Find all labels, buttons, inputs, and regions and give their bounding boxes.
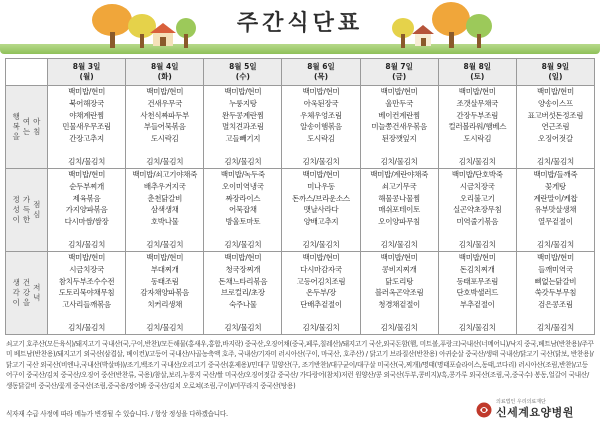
dish-item	[361, 311, 438, 322]
dish-item: 백미밥/현미	[224, 253, 262, 263]
dish-item: 제육볶음	[72, 193, 101, 203]
dish-list	[282, 252, 359, 334]
dish-list	[517, 169, 594, 251]
dish-item: 김치/물김치	[302, 323, 340, 333]
dish-item: 김치/물김치	[224, 240, 262, 250]
dish-item: 김치/물김치	[536, 323, 574, 333]
meal-cell	[516, 86, 594, 169]
dish-item: 백미밥/현미	[458, 87, 496, 97]
dish-item: 백미밥/현미	[224, 87, 262, 97]
dish-item	[439, 311, 516, 322]
dish-item: 백미밥/현미	[146, 253, 184, 263]
dish-item: 백미밥/현미	[380, 87, 418, 97]
dish-list	[361, 252, 438, 334]
day-header	[360, 59, 438, 86]
dish-item: 단호박샐러드	[456, 288, 499, 298]
dish-item: 호박나물	[150, 216, 179, 226]
day-date: 8월 9일	[541, 62, 570, 71]
meal-cell	[360, 86, 438, 169]
dish-list	[517, 252, 594, 334]
meal-cell	[48, 252, 126, 335]
dish-item: 브로컬리/초장	[220, 288, 265, 298]
meal-cell	[126, 252, 204, 335]
dish-item	[282, 145, 359, 156]
dish-item: 청국장찌개	[225, 264, 261, 274]
dish-item: 춘천닭갈비	[147, 193, 183, 203]
dish-item: 김치/물김치	[68, 157, 106, 167]
dish-item	[48, 311, 125, 322]
dish-item: 돈까스/브라운소스	[292, 193, 350, 203]
dish-item: 북어해장국	[69, 98, 104, 108]
meal-label-char: 각	[12, 288, 20, 297]
dish-item	[282, 228, 359, 239]
dish-item: 미나우동	[307, 181, 335, 191]
dish-item: 김치/물김치	[458, 323, 496, 333]
dish-item: 백미밥/현미	[68, 87, 106, 97]
dish-item	[204, 145, 281, 156]
dish-item: 백미밥/현미	[302, 170, 340, 180]
dish-item: 김치/물김치	[224, 157, 262, 167]
dish-item	[361, 145, 438, 156]
dish-item: 돈김치찌개	[459, 264, 495, 274]
dish-item: 야채계란찜	[69, 110, 104, 120]
dish-item: 미늘쫑건새우볶음	[371, 122, 427, 132]
dish-item: 김치/물김치	[146, 240, 184, 250]
dish-list	[204, 169, 281, 251]
dish-item: 베이컨계란찜	[378, 110, 420, 120]
dish-item: 오징어젓갈	[538, 133, 573, 143]
dish-item	[439, 145, 516, 156]
dish-item: 시금치장국	[459, 181, 495, 191]
meal-label-char: 한	[22, 215, 31, 224]
dish-item: 다시마쌈/쌈장	[64, 216, 109, 226]
dish-item: 순두부찌개	[69, 181, 104, 191]
dish-item: 백미밥/현미	[458, 253, 496, 263]
weekly-menu-table	[5, 58, 595, 335]
day-weekday: (월)	[79, 72, 94, 81]
meal-label-word	[33, 117, 40, 137]
dish-item	[204, 311, 281, 322]
day-date: 8월 8일	[463, 62, 492, 71]
dish-item: 검은콩조림	[538, 299, 573, 309]
menu-body	[6, 86, 595, 335]
hospital-brand	[476, 392, 596, 422]
dish-item: 건새우무국	[147, 98, 183, 108]
dish-item: 방울토마토	[225, 216, 261, 226]
dish-item: 청경채겉절이	[378, 299, 420, 309]
dish-item: 멸치견과조림	[222, 122, 264, 132]
dish-item: 백미밥/현미	[302, 87, 340, 97]
dish-item: 연근조림	[541, 122, 570, 132]
meal-cell	[204, 169, 282, 252]
meal-label-cell	[6, 86, 48, 169]
meal-cell	[438, 252, 516, 335]
meal-label-char: 저	[33, 283, 41, 292]
day-header	[516, 59, 594, 86]
day-header	[48, 59, 126, 86]
day-date: 8월 6일	[307, 62, 335, 71]
dish-item	[517, 311, 594, 322]
meal-label-char: 을	[12, 132, 20, 141]
page-title: 주간식단표	[236, 11, 364, 36]
menu-change-notice: 식자재 수급 사정에 따라 메뉴가 변경될 수 있습니다. / 항상 정성을 다하겠습니다.	[6, 410, 228, 418]
dish-item: 백미밥/현미	[302, 253, 340, 263]
day-header	[438, 59, 516, 86]
day-weekday: (일)	[548, 72, 563, 81]
dish-item: 단배추겉절이	[300, 299, 342, 309]
dish-item: 짜장라이스	[225, 193, 261, 203]
dish-item: 김치/물김치	[68, 323, 106, 333]
meal-label-char: 건	[22, 278, 31, 287]
meal-cell	[360, 252, 438, 335]
dish-item: 김치/물김치	[224, 323, 262, 333]
dish-item: 간장두부조림	[456, 110, 499, 120]
dish-item: 도시락김	[150, 133, 179, 143]
meal-label-char: 이	[12, 215, 20, 224]
dish-item: 김치/물김치	[380, 157, 418, 167]
meal-cell	[126, 169, 204, 252]
dish-item: 부추겉절이	[459, 299, 495, 309]
dish-item	[517, 145, 594, 156]
dish-item: 백미밥/현미	[68, 253, 106, 263]
dish-item: 김치/물김치	[458, 240, 496, 250]
day-date: 8월 5일	[229, 62, 257, 71]
meal-row	[6, 169, 595, 252]
dish-item: 아욱된장국	[303, 98, 339, 108]
dish-item: 간장고추지	[69, 133, 104, 143]
day-header	[126, 59, 204, 86]
meal-label-word	[23, 195, 30, 225]
dish-list	[361, 169, 438, 251]
dish-item: 참치두부조수수전	[58, 276, 115, 286]
dish-item: 맷날사라다	[303, 205, 339, 215]
day-date: 8월 4일	[150, 62, 179, 71]
meal-label-word	[33, 200, 40, 220]
dish-item	[282, 311, 359, 322]
dish-item: 김치/물김치	[380, 240, 418, 250]
dish-item: 백미밥/녹두죽	[220, 170, 265, 180]
dish-item: 백미밥/계란야채죽	[370, 170, 429, 180]
dish-item	[439, 228, 516, 239]
meal-label-char: 침	[33, 127, 41, 136]
meal-cell	[516, 169, 594, 252]
dish-item: 김치/물김치	[302, 240, 340, 250]
dish-item: 백미밥/현미	[536, 87, 574, 97]
dish-list	[126, 86, 203, 168]
dish-list	[48, 252, 125, 334]
grass-strip	[0, 44, 600, 54]
dish-item: 유부맛살생채	[534, 205, 577, 215]
dish-item: 김치/물김치	[302, 157, 340, 167]
dish-item: 완두콩계란찜	[222, 110, 264, 120]
dish-item: 감자채양파볶음	[140, 288, 190, 298]
dish-item: 매쉬포테이토	[378, 205, 420, 215]
dish-item: 쑥갓두부무침	[534, 288, 577, 298]
meal-cell	[48, 86, 126, 169]
dish-item: 오이양파무침	[378, 216, 420, 226]
meal-label-char: 이	[12, 298, 20, 307]
hospital-logo-icon	[476, 402, 492, 418]
dish-item: 우체우엉조림	[300, 110, 342, 120]
dish-item: 표고버섯돈정조림	[527, 110, 584, 120]
meal-label-char: 녁	[33, 293, 41, 302]
meal-label-word	[23, 278, 30, 308]
dish-list	[126, 252, 203, 334]
dish-item: 계란말이/케찹	[533, 193, 578, 203]
meal-label-char: 복	[12, 122, 20, 131]
dish-item: 실곤약초장무침	[452, 205, 502, 215]
dish-item: 조갯살무채국	[456, 98, 499, 108]
meal-label-char: 아	[33, 117, 41, 126]
dish-item: 들깨미역국	[538, 264, 573, 274]
dish-item: 도시락김	[463, 133, 492, 143]
meal-label-word	[13, 278, 20, 308]
dish-item: 된장깻잎지	[381, 133, 417, 143]
dish-item	[361, 228, 438, 239]
dish-item	[126, 228, 203, 239]
dish-item: 백미밥/쇠고기야채죽	[132, 170, 198, 180]
meal-label-char: 정	[12, 195, 20, 204]
meal-row	[6, 252, 595, 335]
meal-label-cell	[6, 252, 48, 335]
dish-item: 김치/물김치	[536, 157, 574, 167]
dish-item: 콩비지찌개	[381, 264, 417, 274]
dish-item: 숙주나물	[228, 299, 257, 309]
meal-cell	[438, 169, 516, 252]
dish-item: 꽃게탕	[545, 181, 566, 191]
dish-item: 백미밥/현미	[68, 170, 106, 180]
dish-item: 고사리들깨볶음	[62, 299, 111, 309]
day-date: 8월 7일	[385, 62, 413, 71]
origin-info-text: 쇠고기 호주산(모든육식)/돼지고기 국내산(국,구이,반찬)/모든해물(홍새우,홍합,바지락) 중국산,오징어채(중국,페루,칠레산)/돼지고기 국산,외국돈함(햄, 미트볼,푸랑크)국내산(너메어니)/낙지 중국,베트남(반찬용)/주꾸미 베트남(반찬용)/돼지고기 외국산(삼겹살, 베이컨)/고등어 국내산/사골농축액 호주, 국내산/기자미 러시아산(구이, 마국산, 호주산) / 닭고기 브라질산(반찬용) 아귀순살 중국산/생태 국내산/닭고기 국산(닭보, 반찬용)/닭고기 국산 외국산(비엔나,국내산(박살바))/조기,백조기 국내산/오리고기 중국산(훈제용)/민대구 밀양산(구, 조기반찬)/대구균이/대구살 미국산(국,찌개)/명태(명태포슬라이스,동태,코다리) 러시아산(조림,반찬)/고등어구이 중국산/김치 중국산/오징어 중산(반찬류, 국용)/참살,보리,누룽지 국산/쌀 미국산/오징어젓갈 중국산/ 가다랑어(참치)저런 원양산/콩 외국산(두부,콩비지)/흑,콩가루 외국산(조림,국,중국수) 봉동,얼갈이 국내산/생동닭갈비 중국산/꽃게 중국산(조림,중국용/장어봐 중국산/김치 오로쳐(조림,구이)/미꾸라지 중국산(탕용)	[6, 340, 594, 390]
meal-label-char: 강	[22, 288, 31, 297]
meal-label-word	[13, 112, 20, 142]
meal-cell	[204, 86, 282, 169]
day-weekday: (화)	[157, 72, 172, 81]
meal-label-char: 득	[22, 205, 31, 214]
meal-label-char: 가	[22, 195, 31, 204]
dish-item	[204, 228, 281, 239]
dish-item: 오리불고기	[459, 193, 495, 203]
dish-list	[361, 86, 438, 168]
day-weekday: (수)	[235, 72, 250, 81]
meal-label-char: 는	[22, 127, 31, 136]
meal-label-char: 생	[12, 278, 20, 287]
meal-label-word	[23, 117, 30, 137]
dish-list	[48, 86, 125, 168]
meal-label-char: 을	[22, 298, 31, 307]
meal-cell	[48, 169, 126, 252]
meal-cell	[282, 169, 360, 252]
meal-cell	[282, 86, 360, 169]
meal-row	[6, 86, 595, 169]
dish-list	[439, 86, 516, 168]
dish-item: 배추우거지국	[143, 181, 186, 191]
meal-label-char: 점	[33, 200, 41, 209]
dish-item: 김치/물김치	[380, 323, 418, 333]
day-header	[204, 59, 282, 86]
meal-label-word	[13, 195, 20, 225]
dish-list	[439, 252, 516, 334]
hospital-name: 신세계요양병원	[496, 406, 574, 419]
day-header-row	[6, 59, 595, 86]
hospital-foundation: 의료법인 우리의료재단	[496, 399, 546, 405]
dish-item: 시금치장국	[69, 264, 104, 274]
dish-item: 알송이햄볶음	[300, 122, 342, 132]
dish-item	[517, 228, 594, 239]
dish-item: 쇠고기무국	[381, 181, 417, 191]
dish-item: 열무겉절이	[538, 216, 573, 226]
dish-list	[204, 86, 281, 168]
dish-item: 백미밥/현미	[536, 253, 574, 263]
dish-item	[126, 311, 203, 322]
dish-item: 삐없는닭갈비	[534, 276, 577, 286]
corner-cell	[6, 59, 48, 86]
dish-item: 삼색생채	[150, 205, 179, 215]
dish-item: 동태조림	[150, 276, 179, 286]
dish-item: 도토리묵야채무침	[58, 288, 115, 298]
dish-item: 백미밥/현미	[146, 87, 184, 97]
dish-item: 민물새우무조림	[62, 122, 111, 132]
dish-item: 블러옥곤약조림	[374, 288, 424, 298]
dish-item: 김치/물김치	[458, 157, 496, 167]
dish-item	[48, 228, 125, 239]
dish-list	[48, 169, 125, 251]
dish-list	[517, 86, 594, 168]
dish-item: 고들빼기지	[225, 133, 261, 143]
meal-cell	[438, 86, 516, 169]
dish-item: 울만두국	[385, 98, 414, 108]
header-banner	[0, 0, 600, 56]
dish-item: 고등어김치조림	[296, 276, 346, 286]
day-weekday: (목)	[313, 72, 329, 81]
dish-item: 백미밥/현미	[380, 253, 418, 263]
dish-list	[126, 169, 203, 251]
meal-cell	[126, 86, 204, 169]
dish-list	[439, 169, 516, 251]
dish-item: 미역줄기볶음	[456, 216, 499, 226]
meal-cell	[204, 252, 282, 335]
dish-item: 김치/물김치	[536, 240, 574, 250]
meal-label-char: 여	[22, 117, 31, 126]
dish-item: 닭도리탕	[385, 276, 414, 286]
dish-item	[126, 145, 203, 156]
dish-item: 김치/물김치	[146, 157, 184, 167]
meal-cell	[516, 252, 594, 335]
dish-item: 컬러볼라워/햄베스	[448, 122, 507, 132]
dish-item: 치커리생채	[147, 299, 183, 309]
dish-item: 누룽지탕	[228, 98, 257, 108]
meal-label-cell	[6, 169, 48, 252]
dish-item: 돈채느타리볶음	[218, 276, 268, 286]
meal-cell	[360, 169, 438, 252]
day-weekday: (토)	[470, 72, 485, 81]
dish-item: 가지양파볶음	[65, 205, 108, 215]
meal-label-char: 성	[12, 205, 20, 214]
dish-item: 온두부/장	[305, 288, 336, 298]
dish-item: 오이미역냉국	[222, 181, 264, 191]
dish-item: 어묵잡채	[228, 205, 257, 215]
day-date: 8월 3일	[72, 62, 101, 71]
dish-item: 도시락김	[307, 133, 335, 143]
dish-item: 김치/물김치	[68, 240, 106, 250]
dish-item: 해물콩나물찜	[378, 193, 420, 203]
dish-item: 백미밥/들깨죽	[533, 170, 578, 180]
dish-list	[282, 86, 359, 168]
meal-label-char: 심	[33, 210, 41, 219]
dish-item: 부대찌개	[150, 264, 179, 274]
dish-item	[48, 145, 125, 156]
dish-item: 다시마감자국	[300, 264, 342, 274]
dish-item: 김치/물김치	[146, 323, 184, 333]
meal-cell	[282, 252, 360, 335]
dish-item: 부들어묵볶음	[143, 122, 186, 132]
dish-item: 양배고추지	[303, 216, 339, 226]
meal-label-char: 행	[12, 112, 20, 121]
day-header	[282, 59, 360, 86]
dish-item: 양송이스프	[538, 98, 573, 108]
dish-list	[282, 169, 359, 251]
day-weekday: (금)	[392, 72, 407, 81]
dish-item: 백미밥/단호박죽	[451, 170, 503, 180]
dish-item: 동태포무조림	[456, 276, 499, 286]
meal-label-word	[33, 283, 40, 303]
dish-list	[204, 252, 281, 334]
dish-item: 사천식짜파두부	[140, 110, 190, 120]
